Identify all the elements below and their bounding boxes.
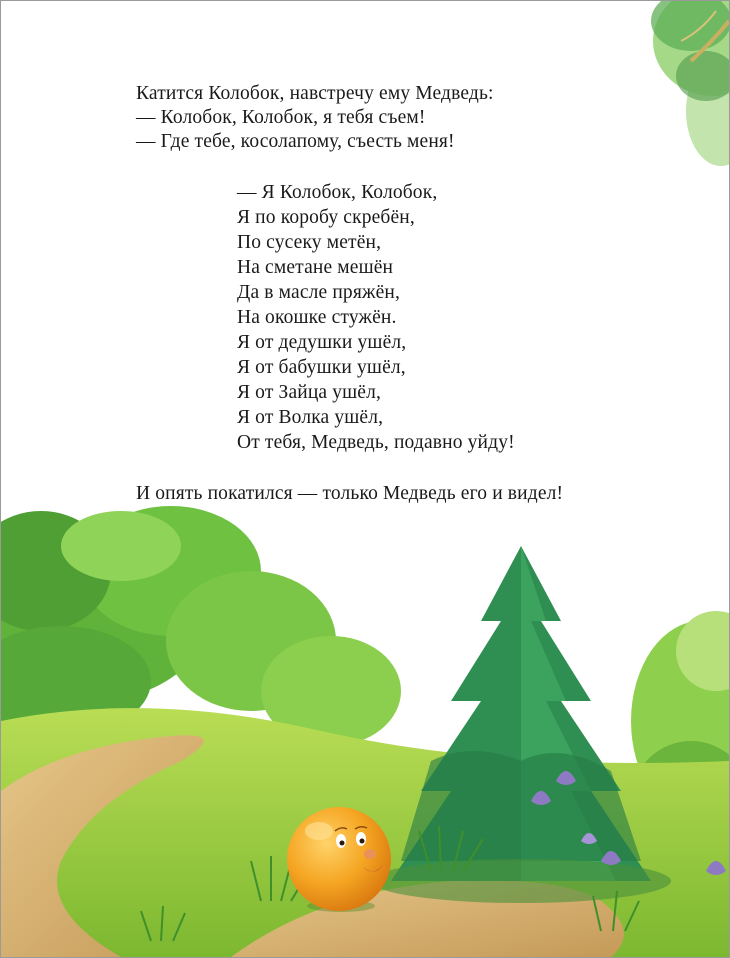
intro-line: Катится Колобок, навстречу ему Медведь: xyxy=(136,83,494,104)
song-line: Я от дедушки ушёл, xyxy=(237,332,407,353)
song-line: От тебя, Медведь, подавно уйду! xyxy=(237,432,515,453)
song-line: На окошке стужён. xyxy=(237,307,397,328)
story-text xyxy=(1,1,729,957)
song-line: — Я Колобок, Колобок, xyxy=(237,182,438,203)
song-line: Я от Волка ушёл, xyxy=(237,407,384,428)
song-line: Я от бабушки ушёл, xyxy=(237,357,406,378)
outro-line: И опять покатился — только Медведь его и видел! xyxy=(136,483,564,504)
song-line: По сусеку метён, xyxy=(237,232,382,253)
song-line: Я от Зайца ушёл, xyxy=(237,382,382,403)
intro-line: — Колобок, Колобок, я тебя съем! xyxy=(136,107,426,128)
song-line: На сметане мешён xyxy=(237,257,394,278)
song-line: Я по коробу скребён, xyxy=(237,207,415,228)
song-line: Да в масле пряжён, xyxy=(237,282,400,303)
intro-line: — Где тебе, косолапому, съесть меня! xyxy=(136,131,455,152)
